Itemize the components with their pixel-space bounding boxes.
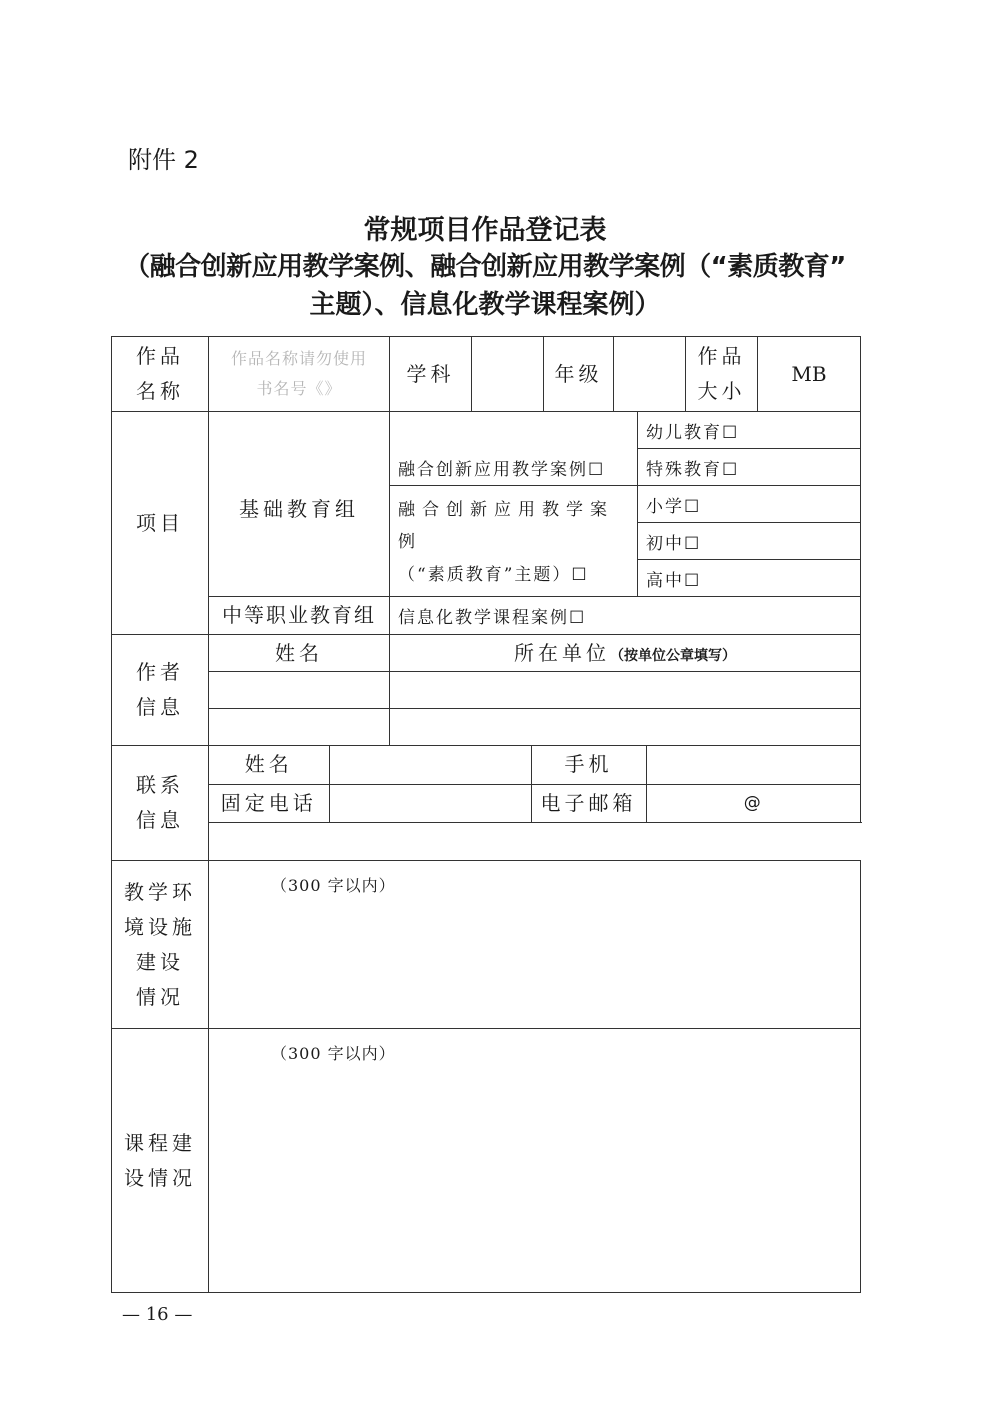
contact-info-label: 联系 信息 (112, 746, 209, 861)
registration-form-table (111, 336, 861, 1293)
contact-name-label: 姓名 (209, 746, 329, 784)
size-unit[interactable]: MB (758, 337, 861, 412)
author-info-label: 作者 信息 (112, 635, 209, 746)
size-label: 作品 大小 (686, 337, 758, 412)
mobile-input[interactable] (646, 746, 860, 784)
innovation-case-checkbox[interactable]: 融合创新应用教学案例☐ (390, 412, 638, 486)
subject-input[interactable] (472, 337, 544, 412)
vocational-case-checkbox[interactable]: 信息化教学课程案例☐ (390, 597, 861, 635)
vocational-group: 中等职业教育组 (209, 597, 390, 635)
author-unit-header: 所在单位（按单位公章填写） (390, 635, 861, 672)
author-unit-input[interactable] (390, 672, 861, 709)
attachment-label: 附件 2 (128, 146, 199, 174)
level-senior-checkbox[interactable]: 高中☐ (638, 560, 861, 597)
contact-name-input[interactable] (329, 746, 531, 784)
mobile-label: 手机 (531, 746, 646, 784)
level-special-checkbox[interactable]: 特殊教育☐ (638, 449, 861, 486)
author-name-input[interactable] (209, 672, 390, 709)
landline-label: 固定电话 (209, 784, 329, 822)
level-preschool-checkbox[interactable]: 幼儿教育☐ (638, 412, 861, 449)
contact-grid (209, 746, 861, 823)
contact-inner-table (209, 746, 860, 822)
quality-education-case-checkbox[interactable]: 融合创新应用教学案例 （“素质教育”主题）☐ (390, 486, 638, 597)
course-input[interactable]: （300 字以内） (209, 1029, 861, 1293)
author-name-input-2[interactable] (209, 709, 390, 746)
form-subtitle-line1: （融合创新应用教学案例、融合创新应用教学案例（“素质教育” (124, 252, 846, 282)
page-number: — 16 — (122, 1304, 193, 1325)
author-name-header: 姓名 (209, 635, 390, 672)
project-label: 项目 (112, 412, 209, 635)
environment-label: 教学环 境设施 建设 情况 (112, 861, 209, 1029)
email-label: 电子邮箱 (531, 784, 646, 822)
level-primary-checkbox[interactable]: 小学☐ (638, 486, 861, 523)
level-junior-checkbox[interactable]: 初中☐ (638, 523, 861, 560)
grade-input[interactable] (614, 337, 686, 412)
grade-label: 年级 (544, 337, 614, 412)
work-name-input[interactable]: 作品名称请勿使用 书名号《》 (209, 337, 390, 412)
landline-input[interactable] (329, 784, 531, 822)
form-subtitle-line2: 主题）、信息化教学课程案例） (309, 290, 661, 320)
basic-education-group: 基础教育组 (209, 412, 390, 597)
subject-label: 学科 (390, 337, 472, 412)
environment-input[interactable]: （300 字以内） (209, 861, 861, 1029)
work-name-label: 作品 名称 (112, 337, 209, 412)
email-input[interactable]: @ (743, 793, 763, 814)
course-label: 课程建 设情况 (112, 1029, 209, 1293)
form-title: 常规项目作品登记表 (363, 215, 607, 246)
author-unit-input-2[interactable] (390, 709, 861, 746)
